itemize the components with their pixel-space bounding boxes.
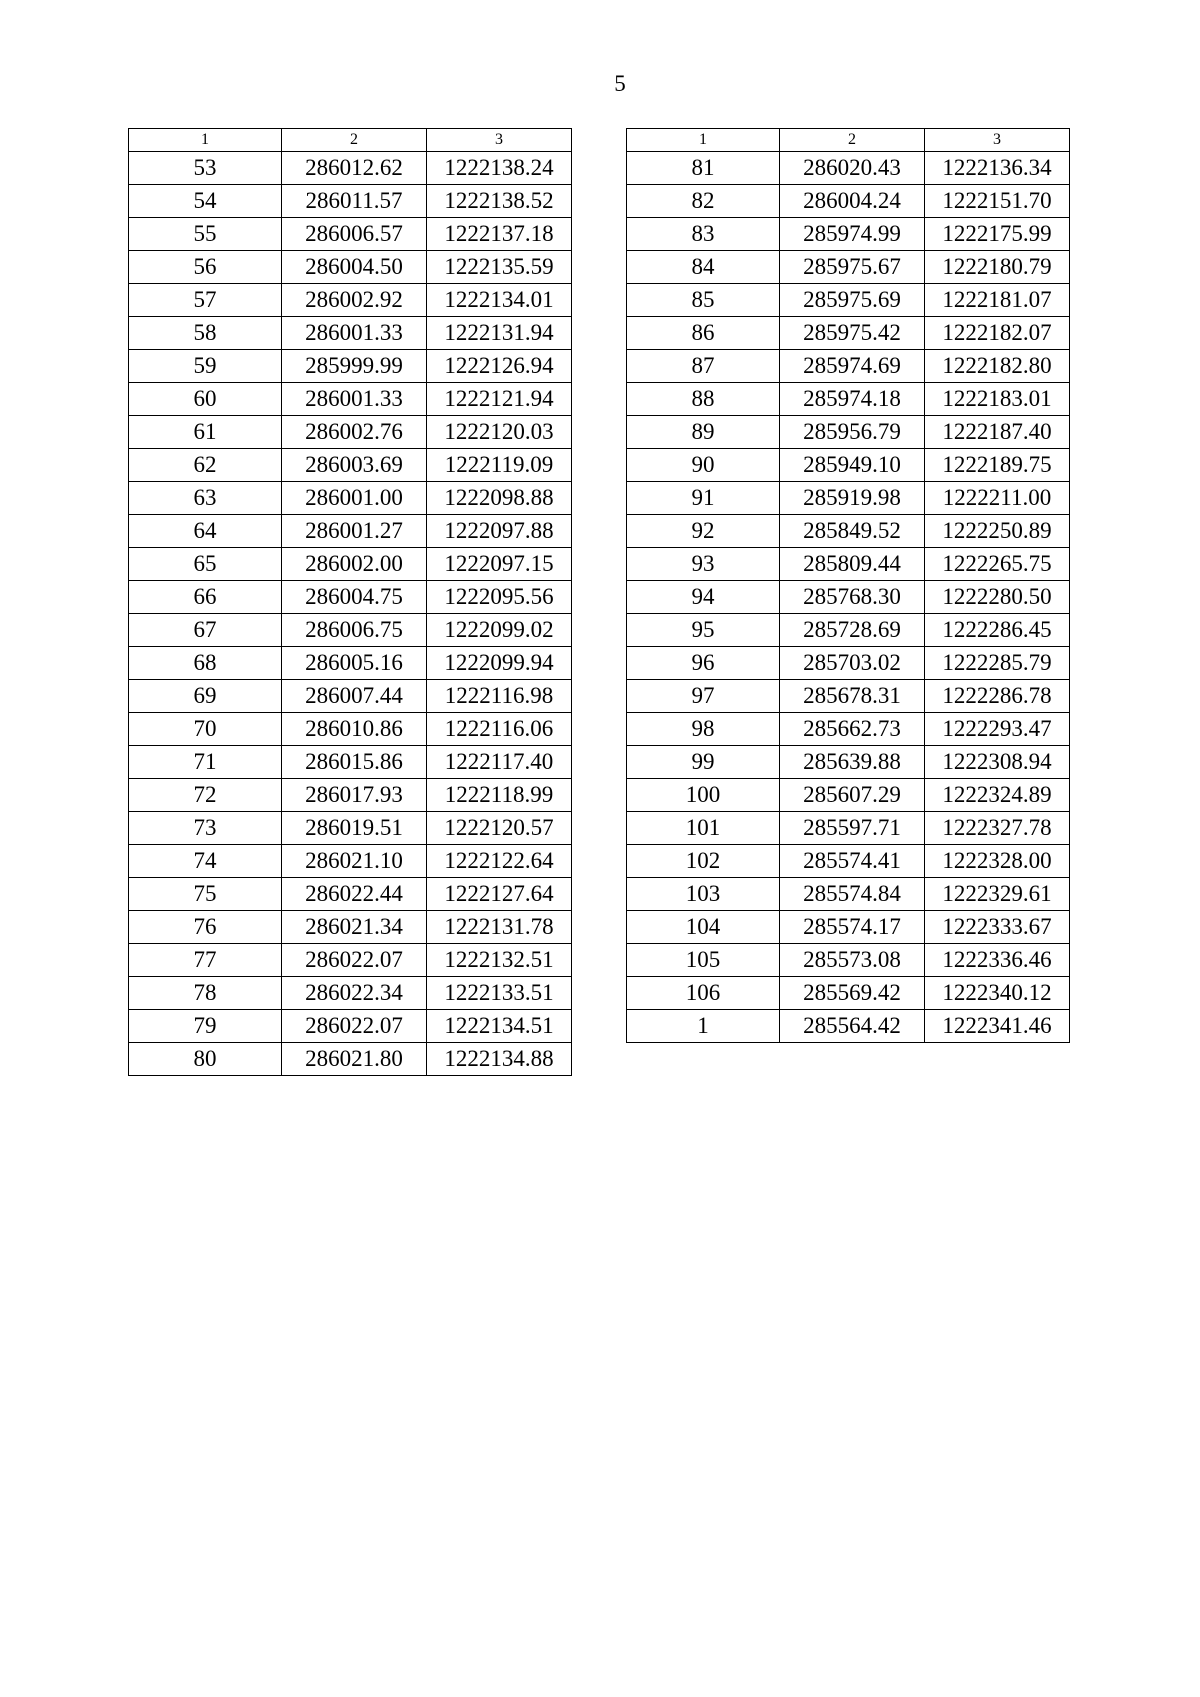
x-coordinate-cell: 285919.98 — [780, 482, 925, 515]
table-row — [129, 812, 572, 845]
point-number-cell: 56 — [129, 251, 282, 284]
table-row — [627, 482, 1070, 515]
y-coordinate-cell: 1222324.89 — [925, 779, 1070, 812]
point-number-cell: 53 — [129, 152, 282, 185]
point-number-cell: 88 — [627, 383, 780, 416]
y-coordinate-cell: 1222181.07 — [925, 284, 1070, 317]
point-number-cell: 57 — [129, 284, 282, 317]
x-coordinate-cell: 286022.07 — [282, 1010, 427, 1043]
point-number-cell: 89 — [627, 416, 780, 449]
table-row — [129, 317, 572, 350]
table-row — [627, 977, 1070, 1010]
point-number-cell: 102 — [627, 845, 780, 878]
x-coordinate-cell: 286001.33 — [282, 317, 427, 350]
y-coordinate-cell: 1222329.61 — [925, 878, 1070, 911]
y-coordinate-cell: 1222341.46 — [925, 1010, 1070, 1043]
page-number: 5 — [614, 71, 626, 96]
point-number-cell: 80 — [129, 1043, 282, 1076]
x-coordinate-cell: 285849.52 — [780, 515, 925, 548]
y-coordinate-cell: 1222099.94 — [427, 647, 572, 680]
x-coordinate-cell: 286019.51 — [282, 812, 427, 845]
x-coordinate-cell: 286006.57 — [282, 218, 427, 251]
point-number-cell: 90 — [627, 449, 780, 482]
table-row — [129, 548, 572, 581]
y-coordinate-cell: 1222126.94 — [427, 350, 572, 383]
x-coordinate-cell: 286010.86 — [282, 713, 427, 746]
point-number-cell: 91 — [627, 482, 780, 515]
y-coordinate-cell: 1222119.09 — [427, 449, 572, 482]
y-coordinate-cell: 1222286.45 — [925, 614, 1070, 647]
table-row — [627, 779, 1070, 812]
x-coordinate-cell: 285956.79 — [780, 416, 925, 449]
point-number-cell: 81 — [627, 152, 780, 185]
x-coordinate-cell: 286005.16 — [282, 647, 427, 680]
table-row — [129, 911, 572, 944]
table-row — [627, 218, 1070, 251]
table-row — [627, 878, 1070, 911]
table-row — [129, 515, 572, 548]
point-number-cell: 79 — [129, 1010, 282, 1043]
x-coordinate-cell: 285597.71 — [780, 812, 925, 845]
table-row — [627, 944, 1070, 977]
point-number-cell: 77 — [129, 944, 282, 977]
point-number-cell: 83 — [627, 218, 780, 251]
y-coordinate-cell: 1222183.01 — [925, 383, 1070, 416]
column-header: 2 — [282, 129, 427, 152]
table-row — [129, 416, 572, 449]
table-body — [129, 129, 572, 1076]
table-row — [627, 152, 1070, 185]
table-row — [129, 944, 572, 977]
column-header: 1 — [129, 129, 282, 152]
point-number-cell: 82 — [627, 185, 780, 218]
y-coordinate-cell: 1222117.40 — [427, 746, 572, 779]
table-row — [129, 878, 572, 911]
y-coordinate-cell: 1222116.98 — [427, 680, 572, 713]
y-coordinate-cell: 1222098.88 — [427, 482, 572, 515]
table-header-row — [627, 129, 1070, 152]
table-row — [627, 383, 1070, 416]
x-coordinate-cell: 285662.73 — [780, 713, 925, 746]
table-row — [627, 911, 1070, 944]
point-number-cell: 73 — [129, 812, 282, 845]
point-number-cell: 64 — [129, 515, 282, 548]
x-coordinate-cell: 286004.75 — [282, 581, 427, 614]
point-number-cell: 70 — [129, 713, 282, 746]
y-coordinate-cell: 1222250.89 — [925, 515, 1070, 548]
y-coordinate-cell: 1222131.78 — [427, 911, 572, 944]
y-coordinate-cell: 1222120.57 — [427, 812, 572, 845]
table-row — [129, 614, 572, 647]
point-number-cell: 78 — [129, 977, 282, 1010]
y-coordinate-cell: 1222327.78 — [925, 812, 1070, 845]
table-row — [129, 185, 572, 218]
table-row — [627, 251, 1070, 284]
x-coordinate-cell: 286004.50 — [282, 251, 427, 284]
coordinates-table-left — [128, 128, 572, 1076]
y-coordinate-cell: 1222118.99 — [427, 779, 572, 812]
y-coordinate-cell: 1222136.34 — [925, 152, 1070, 185]
table-row — [627, 548, 1070, 581]
table-row — [129, 449, 572, 482]
table-header-row — [129, 129, 572, 152]
column-header: 3 — [925, 129, 1070, 152]
table-row — [627, 515, 1070, 548]
point-number-cell: 68 — [129, 647, 282, 680]
y-coordinate-cell: 1222135.59 — [427, 251, 572, 284]
x-coordinate-cell: 285678.31 — [780, 680, 925, 713]
point-number-cell: 85 — [627, 284, 780, 317]
x-coordinate-cell: 285768.30 — [780, 581, 925, 614]
column-header: 1 — [627, 129, 780, 152]
point-number-cell: 54 — [129, 185, 282, 218]
x-coordinate-cell: 285574.84 — [780, 878, 925, 911]
x-coordinate-cell: 286021.34 — [282, 911, 427, 944]
point-number-cell: 67 — [129, 614, 282, 647]
table-row — [129, 977, 572, 1010]
point-number-cell: 99 — [627, 746, 780, 779]
y-coordinate-cell: 1222285.79 — [925, 647, 1070, 680]
y-coordinate-cell: 1222131.94 — [427, 317, 572, 350]
point-number-cell: 95 — [627, 614, 780, 647]
x-coordinate-cell: 285728.69 — [780, 614, 925, 647]
point-number-cell: 106 — [627, 977, 780, 1010]
x-coordinate-cell: 286002.00 — [282, 548, 427, 581]
table-body — [627, 129, 1070, 1043]
table-row — [627, 812, 1070, 845]
y-coordinate-cell: 1222133.51 — [427, 977, 572, 1010]
x-coordinate-cell: 285574.41 — [780, 845, 925, 878]
point-number-cell: 66 — [129, 581, 282, 614]
y-coordinate-cell: 1222095.56 — [427, 581, 572, 614]
y-coordinate-cell: 1222127.64 — [427, 878, 572, 911]
x-coordinate-cell: 286022.44 — [282, 878, 427, 911]
y-coordinate-cell: 1222134.88 — [427, 1043, 572, 1076]
x-coordinate-cell: 286021.80 — [282, 1043, 427, 1076]
x-coordinate-cell: 286017.93 — [282, 779, 427, 812]
y-coordinate-cell: 1222180.79 — [925, 251, 1070, 284]
y-coordinate-cell: 1222151.70 — [925, 185, 1070, 218]
point-number-cell: 96 — [627, 647, 780, 680]
x-coordinate-cell: 285607.29 — [780, 779, 925, 812]
x-coordinate-cell: 285975.69 — [780, 284, 925, 317]
y-coordinate-cell: 1222280.50 — [925, 581, 1070, 614]
y-coordinate-cell: 1222134.51 — [427, 1010, 572, 1043]
x-coordinate-cell: 286007.44 — [282, 680, 427, 713]
table-row — [627, 284, 1070, 317]
point-number-cell: 76 — [129, 911, 282, 944]
point-number-cell: 92 — [627, 515, 780, 548]
x-coordinate-cell: 286022.34 — [282, 977, 427, 1010]
x-coordinate-cell: 286003.69 — [282, 449, 427, 482]
point-number-cell: 101 — [627, 812, 780, 845]
table-row — [129, 845, 572, 878]
table-row — [129, 746, 572, 779]
table-row — [627, 317, 1070, 350]
table-row — [129, 713, 572, 746]
point-number-cell: 100 — [627, 779, 780, 812]
point-number-cell: 86 — [627, 317, 780, 350]
point-number-cell: 93 — [627, 548, 780, 581]
y-coordinate-cell: 1222328.00 — [925, 845, 1070, 878]
point-number-cell: 97 — [627, 680, 780, 713]
point-number-cell: 84 — [627, 251, 780, 284]
y-coordinate-cell: 1222336.46 — [925, 944, 1070, 977]
x-coordinate-cell: 285975.67 — [780, 251, 925, 284]
table-row — [627, 680, 1070, 713]
point-number-cell: 1 — [627, 1010, 780, 1043]
x-coordinate-cell: 285703.02 — [780, 647, 925, 680]
y-coordinate-cell: 1222138.52 — [427, 185, 572, 218]
x-coordinate-cell: 285975.42 — [780, 317, 925, 350]
y-coordinate-cell: 1222138.24 — [427, 152, 572, 185]
point-number-cell: 75 — [129, 878, 282, 911]
point-number-cell: 59 — [129, 350, 282, 383]
x-coordinate-cell: 286002.92 — [282, 284, 427, 317]
table-row — [627, 449, 1070, 482]
table-row — [129, 647, 572, 680]
table-row — [627, 581, 1070, 614]
x-coordinate-cell: 285564.42 — [780, 1010, 925, 1043]
point-number-cell: 103 — [627, 878, 780, 911]
x-coordinate-cell: 286001.27 — [282, 515, 427, 548]
y-coordinate-cell: 1222121.94 — [427, 383, 572, 416]
table-row — [627, 185, 1070, 218]
table-row — [129, 251, 572, 284]
point-number-cell: 65 — [129, 548, 282, 581]
point-number-cell: 55 — [129, 218, 282, 251]
y-coordinate-cell: 1222333.67 — [925, 911, 1070, 944]
y-coordinate-cell: 1222097.88 — [427, 515, 572, 548]
y-coordinate-cell: 1222286.78 — [925, 680, 1070, 713]
table-row — [129, 779, 572, 812]
table-row — [129, 1043, 572, 1076]
table-row — [129, 350, 572, 383]
point-number-cell: 72 — [129, 779, 282, 812]
y-coordinate-cell: 1222340.12 — [925, 977, 1070, 1010]
table-row — [627, 416, 1070, 449]
x-coordinate-cell: 285949.10 — [780, 449, 925, 482]
point-number-cell: 94 — [627, 581, 780, 614]
coordinates-table-right — [626, 128, 1070, 1043]
x-coordinate-cell: 286001.33 — [282, 383, 427, 416]
x-coordinate-cell: 286011.57 — [282, 185, 427, 218]
x-coordinate-cell: 285573.08 — [780, 944, 925, 977]
table-row — [129, 1010, 572, 1043]
x-coordinate-cell: 285639.88 — [780, 746, 925, 779]
x-coordinate-cell: 285974.69 — [780, 350, 925, 383]
column-header: 3 — [427, 129, 572, 152]
point-number-cell: 98 — [627, 713, 780, 746]
x-coordinate-cell: 285974.99 — [780, 218, 925, 251]
x-coordinate-cell: 285569.42 — [780, 977, 925, 1010]
x-coordinate-cell: 285574.17 — [780, 911, 925, 944]
point-number-cell: 87 — [627, 350, 780, 383]
point-number-cell: 58 — [129, 317, 282, 350]
y-coordinate-cell: 1222189.75 — [925, 449, 1070, 482]
table-row — [129, 482, 572, 515]
y-coordinate-cell: 1222099.02 — [427, 614, 572, 647]
y-coordinate-cell: 1222134.01 — [427, 284, 572, 317]
y-coordinate-cell: 1222175.99 — [925, 218, 1070, 251]
table-row — [129, 581, 572, 614]
point-number-cell: 61 — [129, 416, 282, 449]
y-coordinate-cell: 1222116.06 — [427, 713, 572, 746]
point-number-cell: 74 — [129, 845, 282, 878]
x-coordinate-cell: 285999.99 — [282, 350, 427, 383]
table-row — [627, 350, 1070, 383]
x-coordinate-cell: 286021.10 — [282, 845, 427, 878]
column-header: 2 — [780, 129, 925, 152]
point-number-cell: 69 — [129, 680, 282, 713]
x-coordinate-cell: 286012.62 — [282, 152, 427, 185]
point-number-cell: 62 — [129, 449, 282, 482]
table-row — [627, 1010, 1070, 1043]
table-row — [129, 284, 572, 317]
y-coordinate-cell: 1222265.75 — [925, 548, 1070, 581]
table-row — [627, 647, 1070, 680]
table-row — [129, 383, 572, 416]
y-coordinate-cell: 1222182.07 — [925, 317, 1070, 350]
y-coordinate-cell: 1222182.80 — [925, 350, 1070, 383]
x-coordinate-cell: 286022.07 — [282, 944, 427, 977]
point-number-cell: 60 — [129, 383, 282, 416]
table-row — [627, 746, 1070, 779]
y-coordinate-cell: 1222187.40 — [925, 416, 1070, 449]
y-coordinate-cell: 1222122.64 — [427, 845, 572, 878]
x-coordinate-cell: 285809.44 — [780, 548, 925, 581]
point-number-cell: 105 — [627, 944, 780, 977]
table-row — [627, 614, 1070, 647]
x-coordinate-cell: 286002.76 — [282, 416, 427, 449]
y-coordinate-cell: 1222211.00 — [925, 482, 1070, 515]
table-row — [129, 680, 572, 713]
x-coordinate-cell: 285974.18 — [780, 383, 925, 416]
x-coordinate-cell: 286020.43 — [780, 152, 925, 185]
x-coordinate-cell: 286006.75 — [282, 614, 427, 647]
point-number-cell: 71 — [129, 746, 282, 779]
table-row — [627, 713, 1070, 746]
y-coordinate-cell: 1222293.47 — [925, 713, 1070, 746]
y-coordinate-cell: 1222132.51 — [427, 944, 572, 977]
table-row — [129, 152, 572, 185]
point-number-cell: 63 — [129, 482, 282, 515]
table-row — [129, 218, 572, 251]
x-coordinate-cell: 286001.00 — [282, 482, 427, 515]
y-coordinate-cell: 1222308.94 — [925, 746, 1070, 779]
x-coordinate-cell: 286015.86 — [282, 746, 427, 779]
point-number-cell: 104 — [627, 911, 780, 944]
x-coordinate-cell: 286004.24 — [780, 185, 925, 218]
table-row — [627, 845, 1070, 878]
y-coordinate-cell: 1222120.03 — [427, 416, 572, 449]
y-coordinate-cell: 1222097.15 — [427, 548, 572, 581]
y-coordinate-cell: 1222137.18 — [427, 218, 572, 251]
